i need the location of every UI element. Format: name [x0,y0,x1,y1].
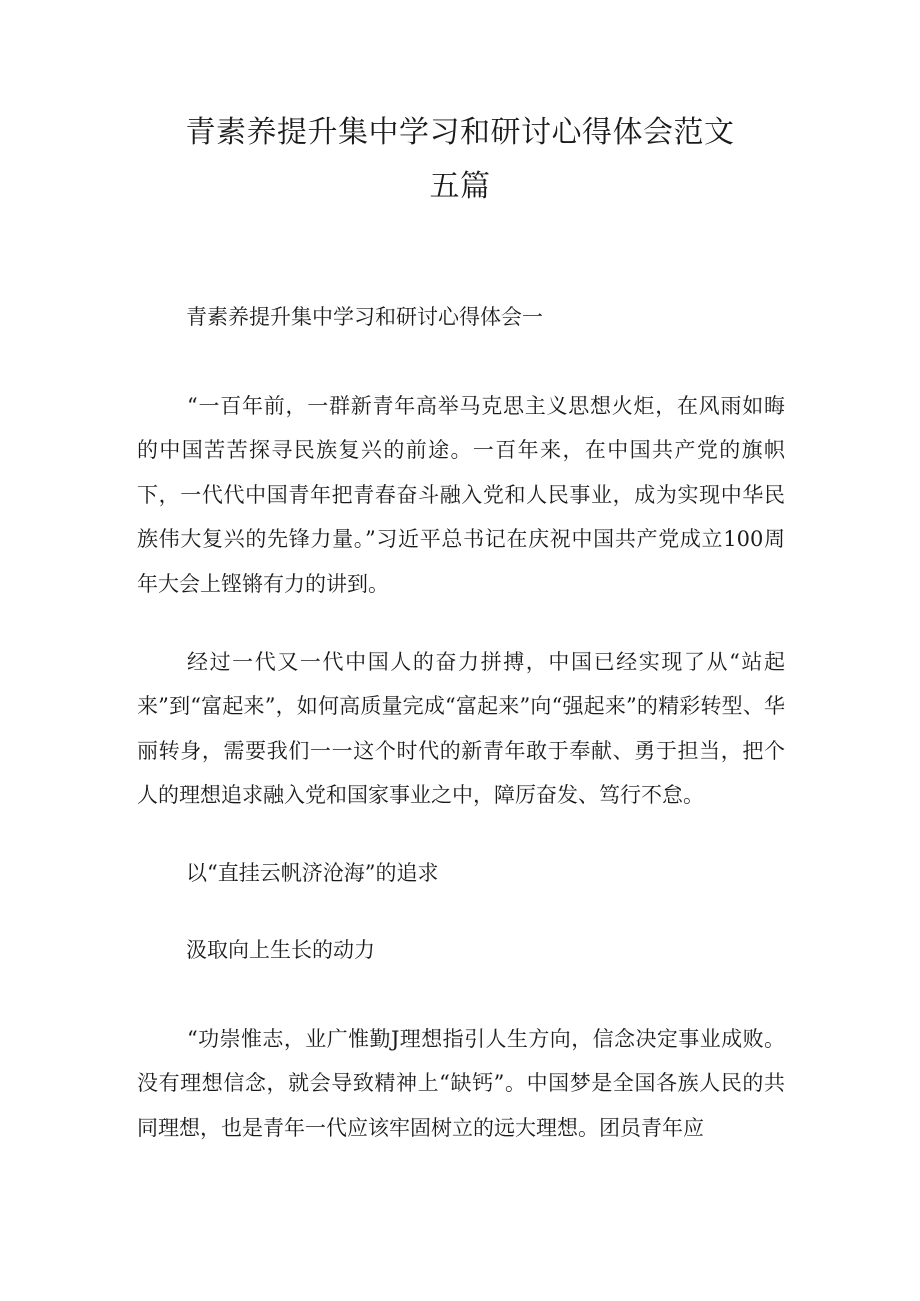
paragraph-3: “功崇惟志，业广惟勤J理想指引人生方向，信念决定事业成败。没有理想信念，就会导致精神上“缺钙”。中国梦是全国各族人民的共同理想，也是青年一代应该牢固树立的远大理想。团员青年应 [137,1027,785,1140]
subheading-1: 以“直挂云帆济沧海”的追求 [186,861,439,885]
section-heading: 青素养提升集中学习和研讨心得体会一 [186,305,543,329]
document-title-line-2: 五篇 [429,169,491,204]
paragraph-1: “一百年前，一群新青年高举马克思主义思想火炬，在风雨如晦的中国苦苦探寻民族复兴的前途。一百年来，在中国共产党的旗帜下，一代代中国青年把青春奋斗融入党和人民事业，成为实现中华民族伟大复兴的先锋力量。”习近平总书记在庆祝中国共产党成立100周年大会上铿锵有力的讲到。 [137,394,785,596]
subheading-2: 汲取向上生长的动力 [186,938,375,962]
document-title-line-1: 青素养提升集中学习和研讨心得体会范文 [185,115,735,150]
paragraph-2: 经过一代又一代中国人的奋力拼搏，中国已经实现了从“站起来”到“富起来”，如何高质量完成“富起来”向“强起来”的精彩转型、华丽转身，需要我们一一这个时代的新青年敢于奉献、勇于担当，把个人的理想追求融入党和国家事业之中，障厉奋发、笃行不怠。 [137,650,785,808]
